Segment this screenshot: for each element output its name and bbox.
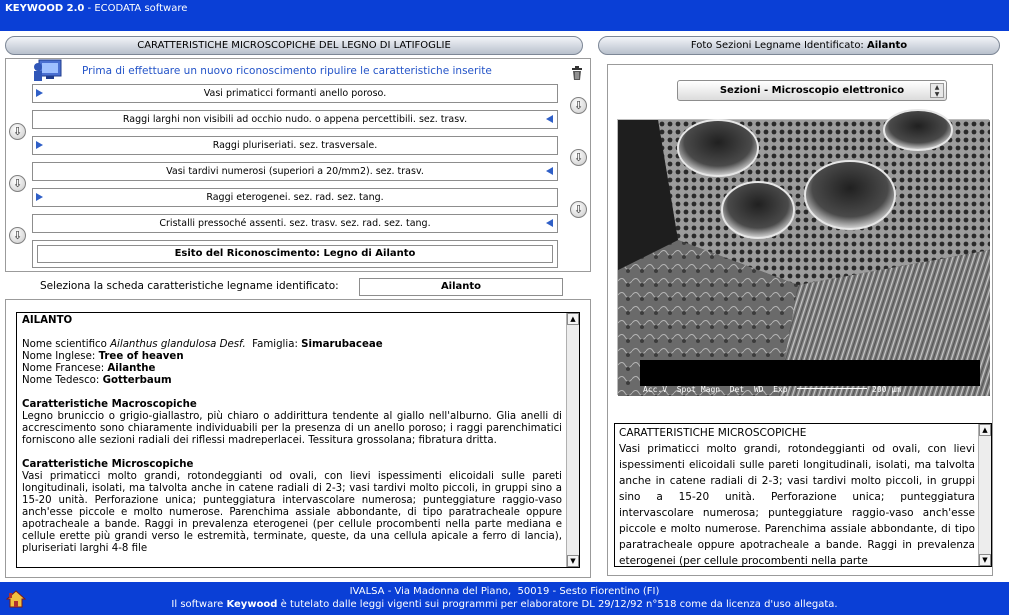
result-text: Esito del Riconoscimento: Legno di Ailanto [37,245,553,263]
species-select[interactable]: Ailanto [359,278,563,296]
photo-panel [607,64,993,576]
sem-line-1 [643,384,977,395]
main-area [0,31,1009,582]
footer-line-2 [0,598,1009,611]
footer-line-1: IVALSA - Via Madonna del Piano, 50019 - Sesto Fiorentino (FI) [349,586,660,597]
feature-row-5[interactable] [32,188,558,207]
move-down-button[interactable]: ⇩ [9,175,26,192]
feature-label: Raggi pluriseriati. sez. trasversale. [212,140,378,151]
feature-label: Vasi tardivi numerosi (superiori a 20/mm2). sez. trasv. [166,166,424,177]
expand-right-icon[interactable] [36,193,43,201]
footer-software-name: Keywood [226,599,278,610]
macro-text: Legno bruniccio o grigio-giallastro, più chiaro o addirittura tendente al giallo nell'alburno. Glia anelli di accrescimento sono chiaramente individuabili per la presenza di un anello poroso; i raggi parenchimatici forniscono alle sezioni radiali dei riflessi madreperlacei. Tessitura grossolana; fibratura dritta. [22,411,562,446]
french-name-line [22,363,562,375]
section-dropdown[interactable] [677,80,947,101]
microscope-image [617,119,989,395]
german-name-line [22,375,562,387]
feature-label: Raggi larghi non visibili ad occhio nudo. o appena percettibili. sez. trasv. [122,114,468,125]
english-name-line [22,351,562,363]
label: Nome Francese: [22,363,108,374]
feature-row-2[interactable] [32,110,558,129]
feature-row-6[interactable] [32,214,558,233]
sci-name-line [22,339,562,351]
footer-text: Il software [171,599,227,610]
instruction-text: Prima di effettuare un nuovo riconoscimento ripulire le caratteristiche inserite [82,65,492,77]
description-scrollbar[interactable] [978,424,991,566]
label: Famiglia: [245,339,302,350]
scale-bar [797,388,867,389]
app-title: KEYWOOD 2.0 - ECODATA software [5,3,188,14]
wood-section-illustration [618,120,990,396]
description-box[interactable] [614,423,992,567]
sem-field: Spot Magn [676,385,721,394]
species-card[interactable] [16,312,580,568]
english-name: Tree of heaven [98,351,184,362]
feature-label: Vasi primaticci formanti anello poroso. [203,88,387,99]
scroll-up-icon[interactable]: ▲ [567,313,579,325]
sem-field: Acc.V [643,385,668,394]
french-name: Ailanthe [107,363,156,374]
features-panel [5,58,591,272]
feature-row-4[interactable] [32,162,558,181]
label: Nome Inglese: [22,351,99,362]
macro-title: Caratteristiche Macroscopiche [22,399,197,410]
label: Nome Tedesco: [22,375,103,386]
sem-field: Det [729,385,745,394]
micro-text: Vasi primaticci molto grandi, rotondeggianti od ovali, con lievi ispessimenti elicoidali sulle pareti longitudinali, isolati, ma talvolta anche in catene radiali di 2-3; vasi tardivi molto piccoli, in gruppi sino a 15-20 unità. Perforazione unica; punteggiatura intervascolare numerosa; punteggiature raggio-vaso anch'esse piccole e molto numerose. Parenchima assiale abbondante, di tipo paratracheale oppure apotracheale a bande. Raggi in prevalenza eterogenei (per cellule procombenti nella parte mediana e cellule erette più grandi verso le estremità, terminate, queste, da una cellula apicale a ferro di lancia), pluriseriati larghi 4-8 file [22,471,562,554]
select-label: Seleziona la scheda caratteristiche legname identificato: [40,280,339,292]
move-down-button[interactable]: ⇩ [570,201,587,218]
move-down-button[interactable]: ⇩ [9,123,26,140]
title-bar [0,0,1009,31]
dropdown-arrow-icon[interactable]: ▲ ▼ [930,83,944,98]
expand-right-icon[interactable] [36,141,43,149]
feature-row-3[interactable] [32,136,558,155]
expand-left-icon[interactable] [546,167,553,175]
german-name: Gotterbaum [102,375,172,386]
description-text: Vasi primaticci molto grandi, rotondeggianti od ovali, con lievi ispessimenti elicoidali sulle pareti longitudinali, isolati, ma talvolta anche in catene radiali di 2-3; vasi tardivi molto piccoli, in gruppi sino a 15-20 unità. Perforazione unica; punteggiatura intervascolare numerosa; punteggiature raggio-vaso anch'esse piccole e molto numerose. Parenchima assiale abbondante, di tipo paratracheale oppure apotracheale a bande. Raggi in prevalenza eterogenei (per cellule procombenti nella parte [619,443,975,567]
trash-icon[interactable] [571,66,583,80]
home-icon[interactable] [6,590,26,608]
sci-name: Ailanthus glandulosa Desf. [110,339,246,350]
scale-label: 200 μm [872,385,901,394]
sem-field: WD [753,385,764,394]
expand-right-icon[interactable] [36,89,43,97]
header-label: Foto Sezioni Legname Identificato: [690,40,867,51]
header-species: Ailanto [866,40,908,51]
move-down-button[interactable]: ⇩ [570,97,587,114]
family: Simarubaceae [301,339,383,350]
right-panel-header [598,36,1000,55]
move-down-button[interactable]: ⇩ [570,149,587,166]
scroll-down-icon[interactable]: ▼ [979,554,991,566]
sem-info-bar [640,360,980,394]
feature-row-1[interactable] [32,84,558,103]
card-scrollbar[interactable] [566,313,579,567]
card-title: AILANTO [22,315,73,326]
sem-field: Exp [773,385,788,394]
computer-user-icon [32,57,64,83]
card-panel [5,299,591,578]
feature-label: Raggi eterogenei. sez. rad. sez. tang. [206,192,384,203]
expand-left-icon[interactable] [546,219,553,227]
footer [0,582,1009,615]
move-down-button[interactable]: ⇩ [9,227,26,244]
feature-label: Cristalli pressoché assenti. sez. trasv. sez. rad. sez. tang. [159,218,431,229]
scroll-up-icon[interactable]: ▲ [979,424,991,436]
scroll-down-icon[interactable]: ▼ [567,555,579,567]
expand-left-icon[interactable] [546,115,553,123]
result-box [32,240,558,268]
dropdown-value: Sezioni - Microscopio elettronico [719,85,905,96]
left-panel-header: CARATTERISTICHE MICROSCOPICHE DEL LEGNO DI LATIFOGLIE [5,36,583,55]
description-title: CARATTERISTICHE MICROSCOPICHE [619,427,807,439]
footer-text: è tutelato dalle leggi vigenti sui programmi per elaboratore DL 29/12/92 n°518 come da licenza d'uso allegata. [277,599,838,610]
label: Nome scientifico [22,339,111,350]
micro-title: Caratteristiche Microscopiche [22,459,194,470]
